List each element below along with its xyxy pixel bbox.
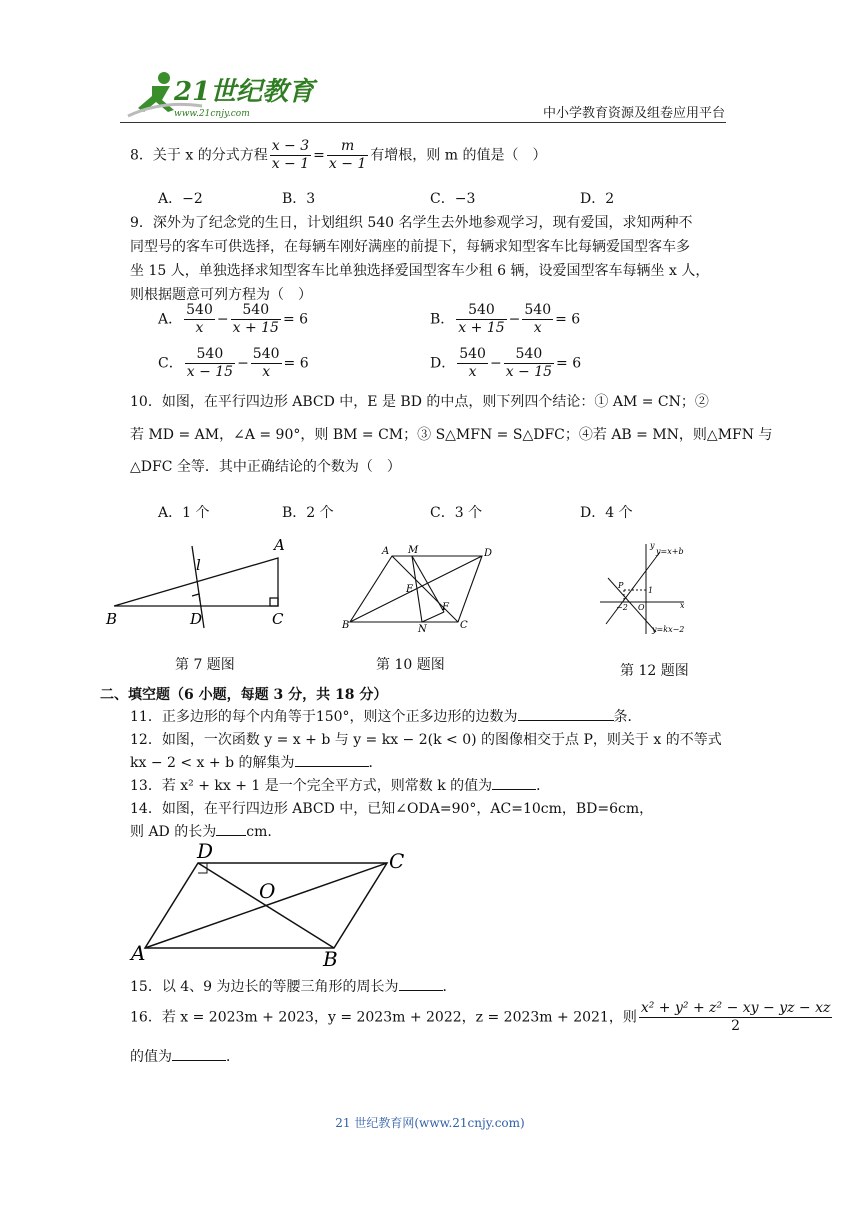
q10-line-3: △DFC 全等．其中正确结论的个数为（ ） bbox=[130, 459, 401, 475]
q8-stem bbox=[130, 138, 547, 173]
q16-fraction: $\frac{\text{x² + y² + z² − xy − yz − xz}}{2}$ bbox=[640, 1000, 831, 1034]
fig10-label-c: C bbox=[460, 620, 468, 631]
fig10-label-n: N bbox=[418, 624, 427, 635]
fig12-label-o: O bbox=[638, 603, 645, 612]
q8-option-a: A．−2 bbox=[158, 191, 203, 207]
q16-line-2: 的值为 ． bbox=[130, 1046, 240, 1066]
platform-name: 中小学教育资源及组卷应用平台 bbox=[543, 106, 726, 121]
fig7-label-c: C bbox=[272, 610, 284, 628]
q9-line-3: 坐 15 人，单独选择求知型客车比单独选择爱国型客车少租 6 辆，设爱国型客车每辆坐 x 人， bbox=[130, 263, 710, 279]
fig12-label-y: y bbox=[650, 541, 655, 550]
q16-answer-blank bbox=[172, 1046, 226, 1061]
q9-line-4: 则根据题意可列方程为（ ） bbox=[130, 287, 312, 303]
q14-answer-blank bbox=[216, 821, 246, 836]
logo-text: 21世纪教育 bbox=[174, 77, 315, 107]
question-13: 13．若 x² + kx + 1 是一个完全平方式，则常数 k 的值为 ． bbox=[130, 775, 550, 795]
fig14-label-b: B bbox=[323, 947, 338, 971]
q9-line-2: 同型号的客车可供选择，在每辆车刚好满座的前提下，每辆求知型客车比每辆爱国型客车多 bbox=[130, 239, 690, 255]
fig12-label-x: x bbox=[680, 601, 685, 610]
section-2-title: 二、填空题（6 小题，每题 3 分，共 18 分） bbox=[100, 687, 388, 703]
q12-line-2: kx − 2 < x + b 的解集为 ． bbox=[130, 752, 383, 772]
q8-fraction-2: $\frac{m}{x - 1}$ bbox=[328, 138, 367, 172]
fig12-label-line1: y=x+b bbox=[656, 547, 684, 556]
fig14-label-d: D bbox=[197, 839, 214, 863]
fig14-label-o: O bbox=[259, 879, 276, 903]
logo bbox=[122, 66, 315, 122]
fig7-label-d: D bbox=[190, 610, 203, 628]
fig10-label-b: B bbox=[342, 620, 350, 631]
q8-lead: 8．关于 x 的分式方程 bbox=[130, 147, 268, 164]
fig10-label-m: M bbox=[408, 545, 419, 556]
fig10-label-e: E bbox=[406, 584, 414, 595]
fig14-label-c: C bbox=[389, 849, 405, 873]
fig10-label-a: A bbox=[382, 546, 390, 557]
q8-fraction-1: $\frac{x - 3}{x - 1}$ bbox=[271, 138, 310, 172]
q12-line-1: 12．如图，一次函数 y = x + b 与 y = kx − 2(k < 0) 的图像相交于点 P，则关于 x 的不等式 bbox=[130, 732, 722, 748]
figure-12 bbox=[596, 538, 706, 638]
footer: 21 世纪教育网(www.21cnjy.com) bbox=[335, 1116, 525, 1130]
q8-tail: 有增根，则 m 的值是（ ） bbox=[370, 147, 547, 164]
q10-option-a: A．1 个 bbox=[158, 505, 210, 521]
fig12-label-minus2: −2 bbox=[616, 603, 628, 612]
fig10-label-f: F bbox=[442, 602, 449, 613]
q14-line-1: 14．如图，在平行四边形 ABCD 中，已知∠ODA=90°，AC=10cm，BD=6cm， bbox=[130, 801, 654, 817]
q14-line-2: 则 AD 的长为 cm. bbox=[130, 821, 272, 841]
fig10-caption: 第 10 题图 bbox=[376, 657, 445, 673]
q8-option-c: C．−3 bbox=[430, 191, 476, 207]
q10-line-2: 若 MD = AM，∠A = 90°，则 BM = CM；③ S△MFN = S△DFC；④若 AB = MN，则△MFN 与 bbox=[130, 427, 773, 443]
fig7-label-l: l bbox=[196, 556, 201, 574]
q9-option-a: A． $\frac{540}{x}$ − $\frac{540}{x + 15}$ = 6 bbox=[158, 302, 309, 336]
header-rule bbox=[120, 122, 726, 123]
q15-answer-blank bbox=[399, 976, 443, 991]
figure-10 bbox=[340, 540, 500, 635]
fig12-label-line2: y=kx−2 bbox=[652, 625, 685, 634]
fig7-label-a: A bbox=[274, 536, 285, 554]
figure-7 bbox=[100, 538, 300, 638]
fig12-label-p: P bbox=[618, 581, 624, 590]
q9-line-1: 9．深外为了纪念党的生日，计划组织 540 名学生去外地参观学习，现有爱国，求知两种不 bbox=[130, 215, 693, 231]
q8-option-b: B．3 bbox=[282, 191, 316, 207]
fig12-label-one: 1 bbox=[648, 586, 654, 595]
q10-option-c: C．3 个 bbox=[430, 505, 483, 521]
q13-answer-blank bbox=[492, 775, 536, 790]
logo-url: www.21cnjy.com bbox=[174, 109, 250, 119]
q9-option-d: D． $\frac{540}{x}$ − $\frac{540}{x - 15}$ = 6 bbox=[430, 346, 582, 380]
q9-option-c: C． $\frac{540}{x - 15}$ − $\frac{540}{x}$ = 6 bbox=[158, 346, 309, 380]
q16-line-1: 16．若 x = 2023m + 2023，y = 2023m + 2022，z = 2023m + 2021，则 $\frac{\text{x² + y² + z² − xy − yz − xz}}{2}$ bbox=[130, 1000, 831, 1034]
fig12-caption: 第 12 题图 bbox=[620, 663, 689, 679]
q8-equals: = bbox=[313, 147, 325, 164]
question-15: 15．以 4、9 为边长的等腰三角形的周长为 ． bbox=[130, 976, 457, 996]
q10-option-b: B．2 个 bbox=[282, 505, 334, 521]
fig7-caption: 第 7 题图 bbox=[175, 657, 235, 673]
fig7-label-b: B bbox=[106, 610, 118, 628]
q10-option-d: D．4 个 bbox=[580, 505, 633, 521]
q12-answer-blank bbox=[295, 752, 369, 767]
q11-answer-blank bbox=[518, 706, 614, 721]
figure-14 bbox=[125, 838, 415, 971]
q10-line-1: 10．如图，在平行四边形 ABCD 中，E 是 BD 的中点，则下列四个结论：① AM = CN；② bbox=[130, 394, 709, 410]
fig14-label-a: A bbox=[131, 941, 146, 965]
fig10-label-d: D bbox=[484, 548, 493, 559]
q9-option-b: B． $\frac{540}{x + 15}$ − $\frac{540}{x}$ = 6 bbox=[430, 302, 581, 336]
q8-option-d: D．2 bbox=[580, 191, 615, 207]
question-11: 11．正多边形的每个内角等于150°，则这个正多边形的边数为 条． bbox=[130, 706, 642, 726]
